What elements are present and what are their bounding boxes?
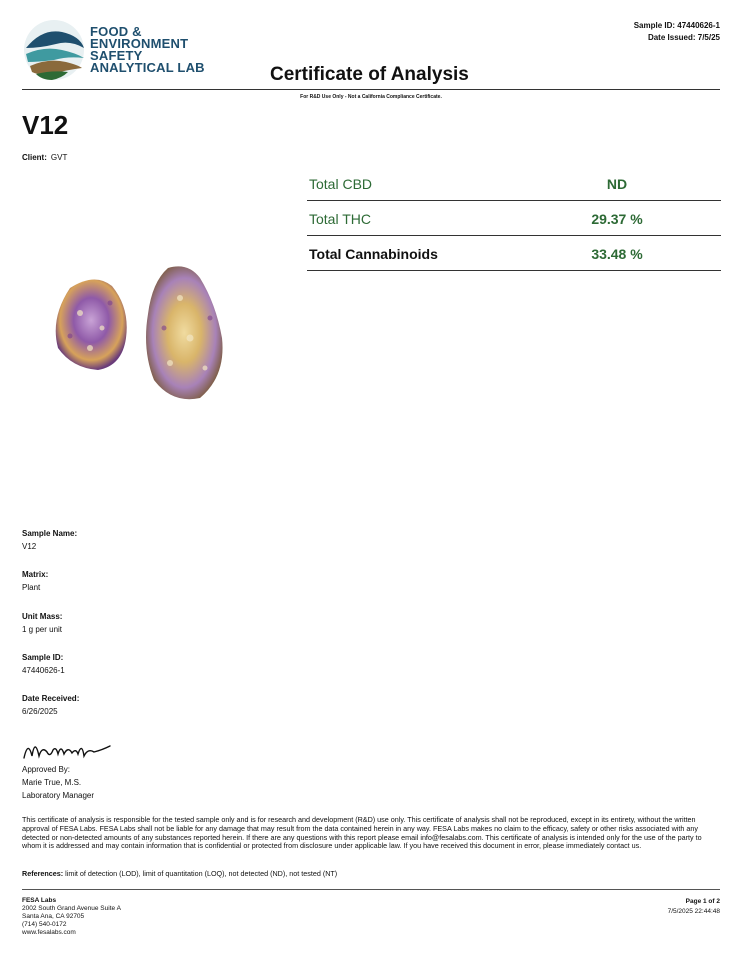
client-label: Client:	[22, 153, 47, 162]
bud-left	[56, 279, 127, 370]
logo-mark-icon	[24, 20, 84, 80]
rd-note: For R&D Use Only - Not a California Compliance Certificate.	[300, 94, 442, 100]
approver-name: Marie True, M.S.	[22, 778, 82, 787]
client-value: GVT	[50, 153, 68, 162]
approver-role: Laboratory Manager	[22, 791, 95, 800]
references	[22, 869, 337, 878]
detail-block	[22, 692, 79, 718]
summary-row	[307, 201, 721, 236]
strain-name: V12	[22, 110, 69, 140]
detail-block	[22, 610, 62, 636]
references-text: limit of detection (LOD), limit of quantitation (LOQ), not detected (ND), not tested (NT)	[65, 869, 338, 878]
page-title: Certificate of Analysis	[270, 64, 469, 85]
summary-value: 33.48 %	[591, 246, 643, 262]
references-label: References:	[22, 869, 64, 878]
summary-value: 29.37 %	[591, 211, 643, 227]
detail-value: 47440626-1	[22, 666, 65, 675]
summary-row	[307, 166, 721, 201]
footer-divider	[22, 889, 720, 890]
footer-phone: (714) 540-0172	[22, 921, 67, 928]
lab-name-line: SAFETY	[90, 48, 143, 63]
lab-name	[90, 26, 205, 74]
client	[22, 153, 67, 162]
date-issued: Date Issued: 7/5/25	[647, 33, 720, 42]
lab-name-line: ENVIRONMENT	[90, 36, 189, 51]
detail-value: Plant	[22, 583, 41, 592]
detail-block	[22, 527, 77, 553]
footer-address-line: Santa Ana, CA 92705	[22, 913, 85, 920]
approved-by-label: Approved By:	[22, 765, 71, 774]
footer-timestamp: 7/5/2025 22:44:48	[667, 908, 720, 915]
bud-right	[146, 266, 223, 399]
summary-row	[307, 236, 721, 271]
detail-label: Sample Name:	[22, 529, 78, 538]
summary-label: Total THC	[309, 211, 371, 227]
summary-value: ND	[606, 176, 628, 192]
disclaimer: This certificate of analysis is responsible for the tested sample only and is for research and development (R&D) use only. This certificate of analysis shall not be reproduced, except in its entirety, without the written approval of FESA Labs. FESA Labs shall not be liable for any damage that may result from the data contained herein in any way. FESA Labs makes no claim to the efficacy, safety or other risks associated with any detected or non-detected amounts of any substances reported herein. If there are any questions with this report please email info@fesalabs.com. This certificate of analysis is intended only for the use of the party to whom it is addressed and may contain information that is confidential or protected from disclosure under applicable law. If you have received this document in error, please immediately contact us.	[22, 815, 702, 851]
header-divider	[22, 89, 720, 90]
summary-label: Total Cannabinoids	[309, 246, 438, 262]
signature	[22, 732, 112, 766]
detail-label: Unit Mass:	[22, 612, 63, 621]
footer-company: FESA Labs	[22, 897, 57, 904]
detail-value: 6/26/2025	[22, 707, 58, 716]
lab-name-line: FOOD &	[90, 24, 142, 39]
footer-address	[22, 897, 121, 937]
footer-address-line: 2002 South Grand Avenue Suite A	[22, 905, 121, 912]
page-number: Page 1 of 2	[685, 898, 720, 905]
detail-block	[22, 651, 65, 677]
detail-label: Sample ID:	[22, 653, 64, 662]
detail-label: Matrix:	[22, 570, 49, 579]
approval-block	[22, 763, 94, 802]
detail-block	[22, 568, 48, 594]
summary-label: Total CBD	[309, 176, 373, 192]
footer-website[interactable]: www.fesalabs.com	[22, 929, 76, 936]
detail-value: V12	[22, 542, 37, 551]
detail-value: 1 g per unit	[22, 625, 63, 634]
footer-meta	[668, 897, 720, 917]
sample-photo	[40, 258, 240, 408]
detail-label: Date Received:	[22, 694, 80, 703]
sample-id-header: Sample ID: 47440626-1	[633, 21, 720, 30]
header-meta	[634, 20, 720, 44]
lab-name-line: ANALYTICAL LAB	[90, 60, 205, 75]
